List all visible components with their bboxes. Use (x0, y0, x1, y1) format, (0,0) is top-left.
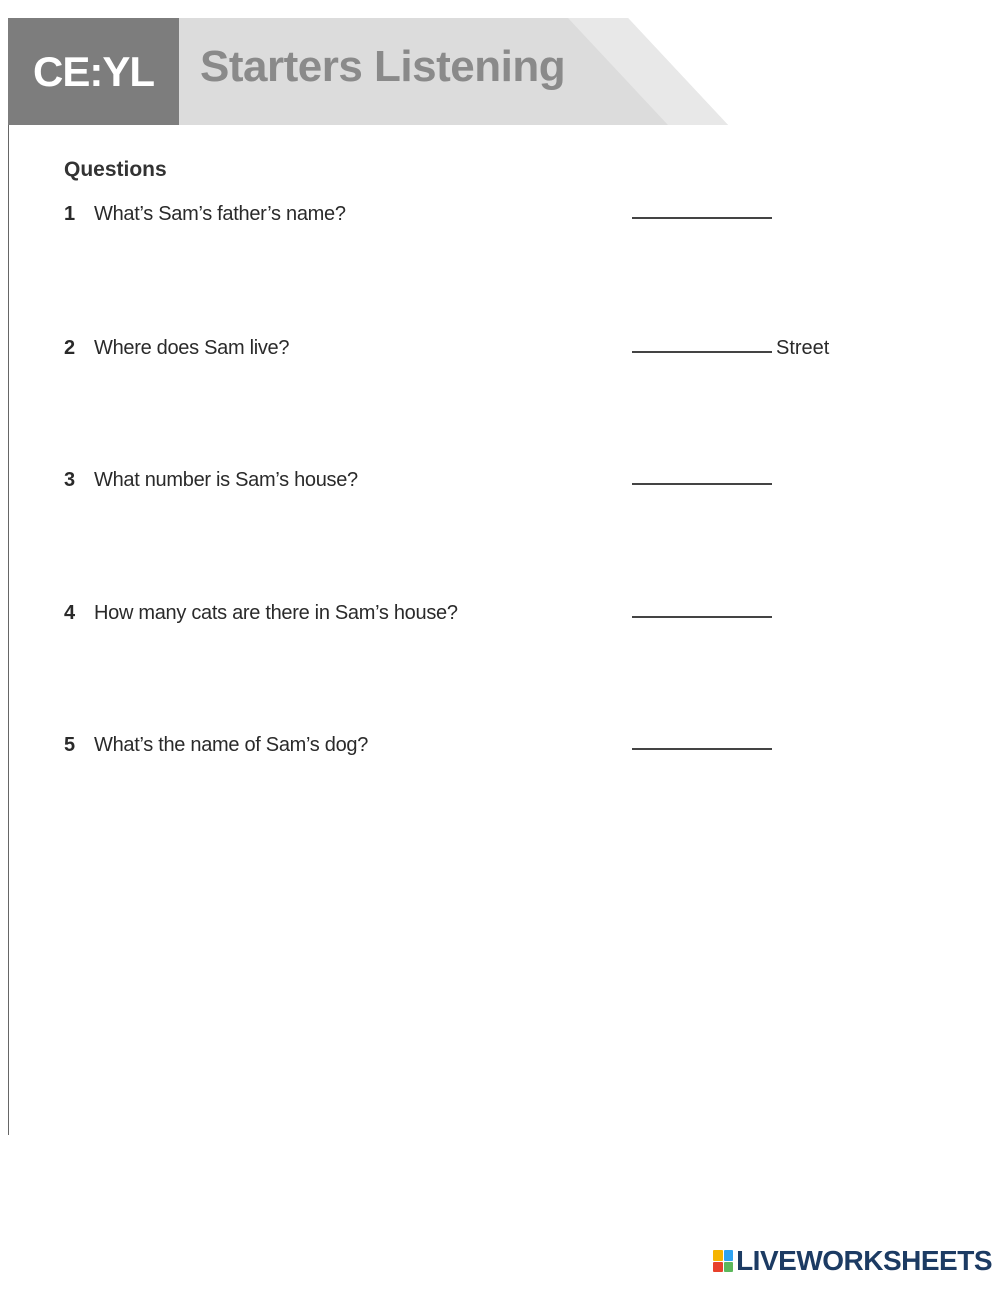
question-text: How many cats are there in Sam’s house? (94, 602, 458, 624)
question-text: What’s Sam’s father’s name? (94, 203, 346, 225)
answer-blank[interactable] (632, 217, 772, 219)
question-2 (64, 337, 964, 377)
watermark-text: LIVEWORKSHEETS (736, 1245, 992, 1276)
question-3 (64, 469, 964, 509)
left-margin-rule (8, 125, 9, 1135)
question-text: Where does Sam live? (94, 337, 290, 359)
brand-logo-text: CE:YL (33, 47, 154, 95)
question-number: 3 (64, 469, 76, 491)
logo-square (724, 1250, 734, 1261)
answer-blank[interactable] (632, 616, 772, 618)
liveworksheets-watermark (713, 1245, 992, 1277)
question-text: What number is Sam’s house? (94, 469, 358, 491)
header-title: Starters Listening (200, 42, 566, 91)
question-number: 1 (64, 203, 76, 225)
liveworksheets-logo-icon (713, 1250, 733, 1272)
question-number: 2 (64, 337, 76, 359)
answer-blank[interactable] (632, 483, 772, 485)
logo-square (713, 1262, 723, 1273)
answer-suffix: Street (776, 337, 830, 359)
question-number: 4 (64, 602, 76, 624)
answer-blank[interactable] (632, 351, 772, 353)
logo-square (724, 1262, 734, 1273)
answer-blank[interactable] (632, 748, 772, 750)
worksheet-header (8, 18, 728, 125)
question-text: What’s the name of Sam’s dog? (94, 734, 369, 756)
question-1 (64, 203, 964, 243)
logo-square (713, 1250, 723, 1261)
question-5 (64, 734, 964, 774)
section-heading: Questions (64, 158, 167, 181)
brand-box (8, 18, 179, 125)
question-number: 5 (64, 734, 76, 756)
question-4 (64, 602, 964, 642)
